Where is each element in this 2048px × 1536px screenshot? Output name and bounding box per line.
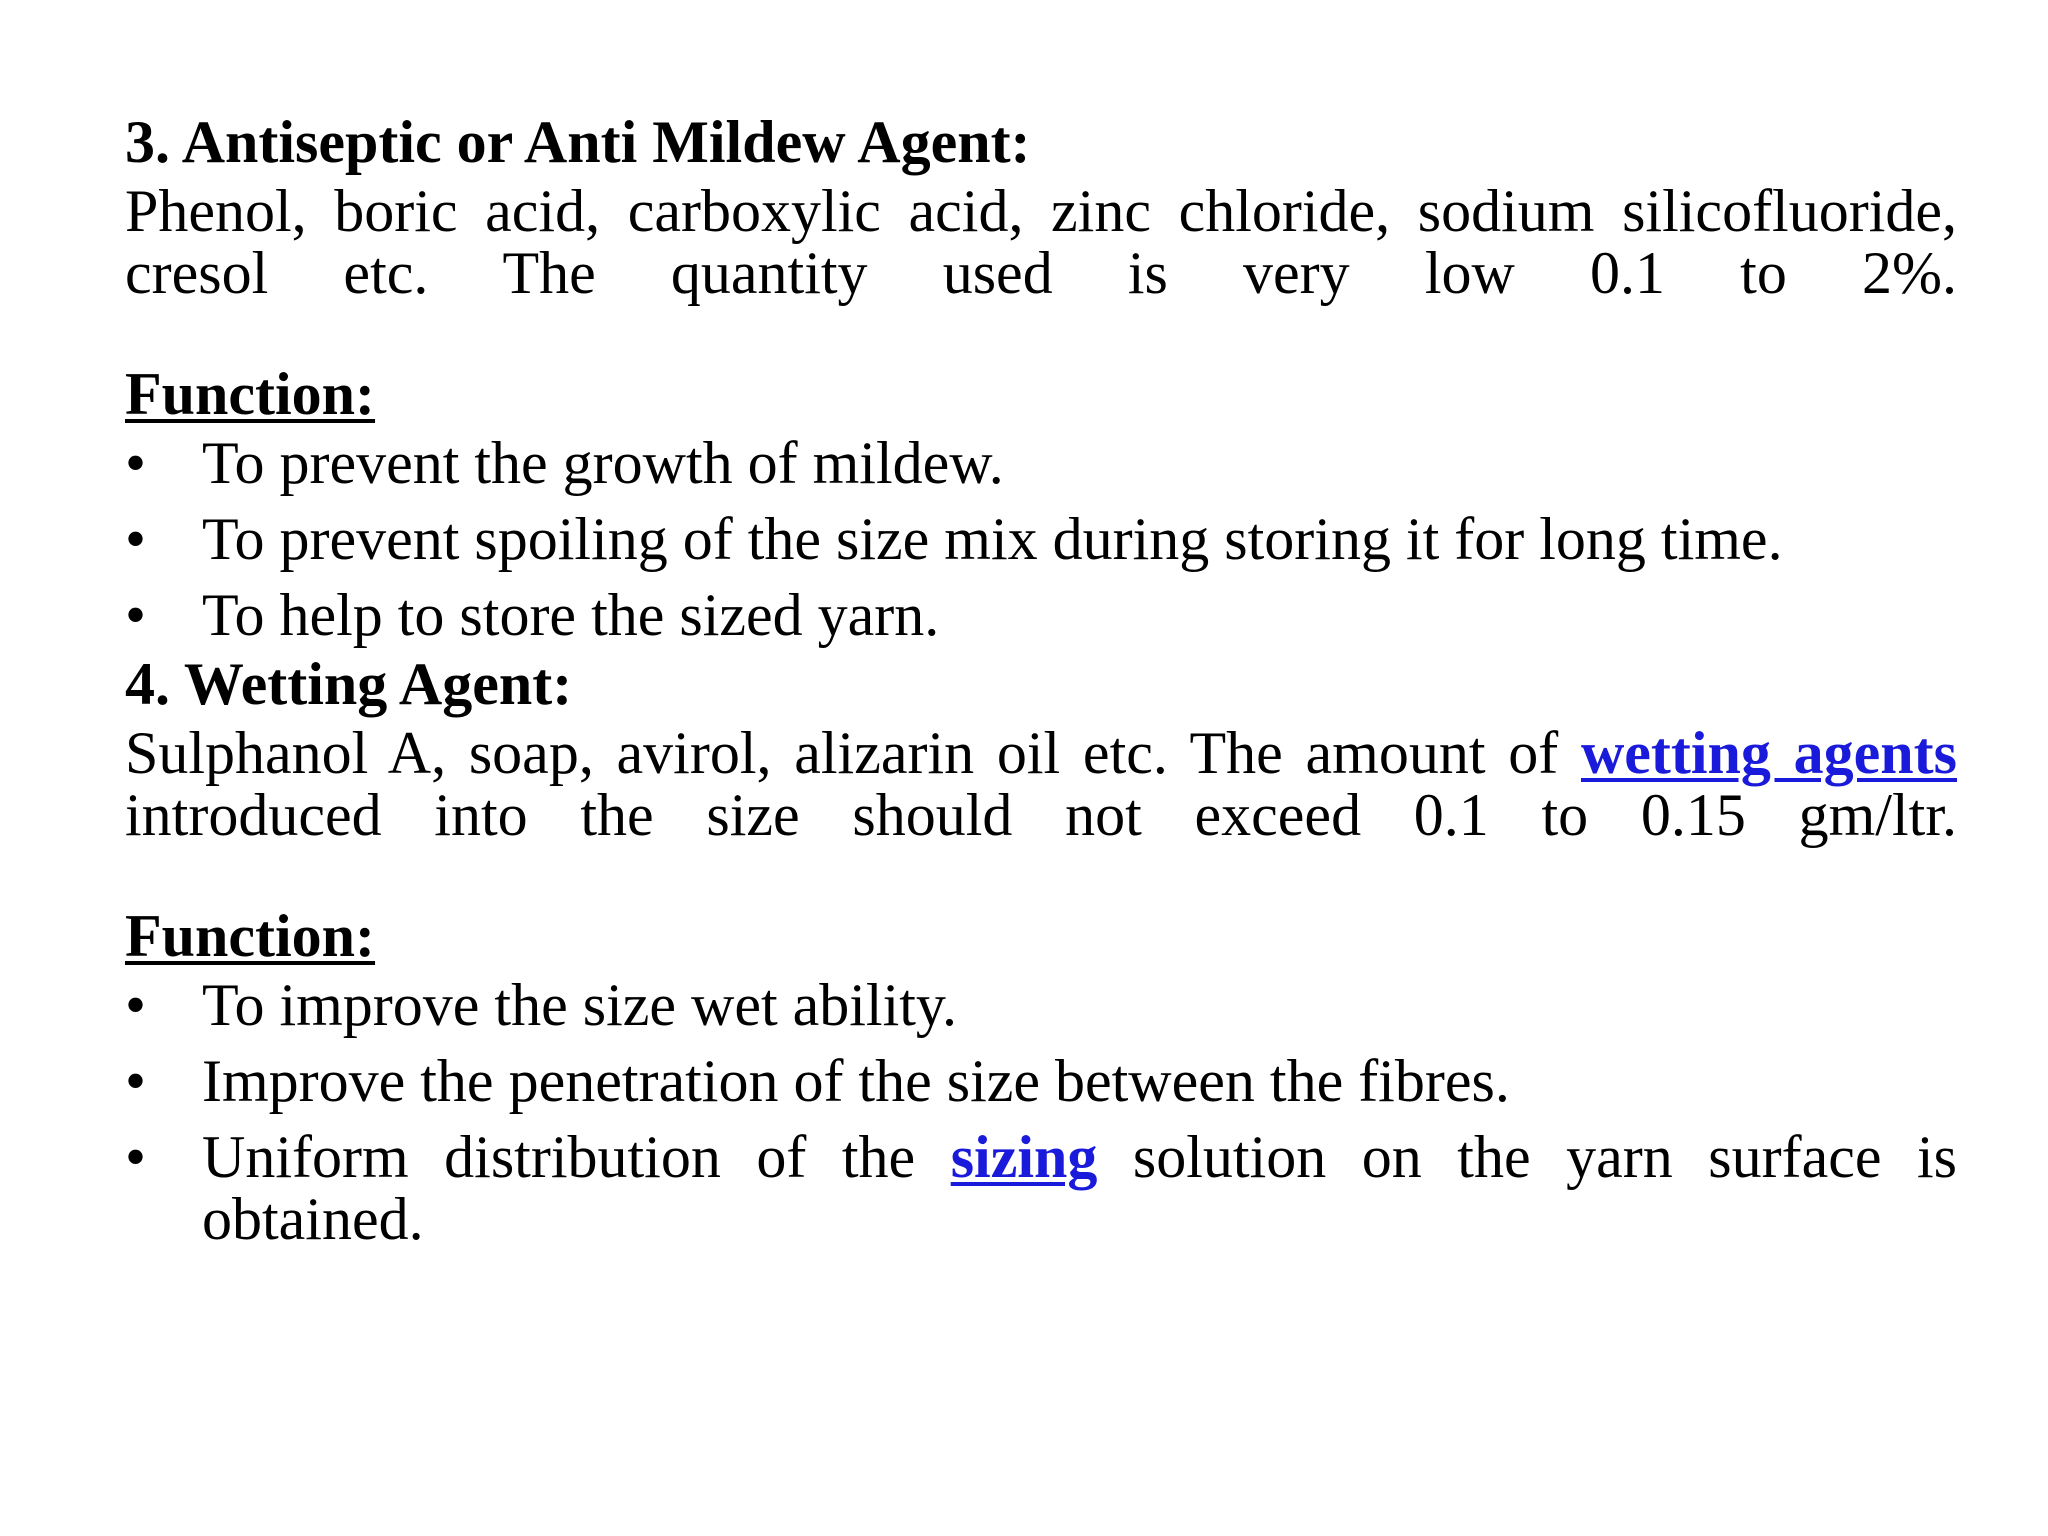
section4-paragraph xyxy=(125,722,1957,846)
section4-heading: 4. Wetting Agent: xyxy=(125,651,573,717)
list-item-text: Improve the penetration of the size between the fibres. xyxy=(202,1048,1510,1114)
bullet-icon: • xyxy=(125,972,147,1038)
section4-function-heading: Function: xyxy=(125,903,376,969)
list-item xyxy=(125,1126,1957,1250)
sizing-link[interactable]: sizing xyxy=(950,1124,1098,1190)
list-item xyxy=(125,1050,1957,1112)
section3-function-list xyxy=(125,432,1957,646)
list-item-text: To improve the size wet ability. xyxy=(202,972,958,1038)
list-item-text-start: Uniform distribution of the xyxy=(202,1124,951,1190)
list-item-text: To prevent the growth of mildew. xyxy=(202,430,1004,496)
bullet-icon: • xyxy=(125,1124,147,1190)
section4-function-list xyxy=(125,974,1957,1250)
list-item xyxy=(125,584,1957,646)
section3-paragraph: Phenol, boric acid, carboxylic acid, zinc chloride, sodium silicofluoride, cresol etc. The quantity used is very low 0.1 to 2%. xyxy=(125,178,1957,306)
bullet-icon: • xyxy=(125,1048,147,1114)
bullet-icon: • xyxy=(125,506,147,572)
slide-content xyxy=(125,104,1957,1264)
list-item xyxy=(125,508,1957,570)
list-item-text: To help to store the sized yarn. xyxy=(202,582,940,648)
list-item-text xyxy=(202,1126,1957,1250)
bullet-icon: • xyxy=(125,582,147,648)
spacer xyxy=(125,304,1957,356)
section4-paragraph-text-end: introduced into the size should not exceed 0.1 to 0.15 gm/ltr. xyxy=(125,782,1957,848)
section3-function-heading: Function: xyxy=(125,361,376,427)
spacer xyxy=(125,846,1957,898)
list-item-text-end: solution on the yarn surface is obtained. xyxy=(202,1124,1958,1252)
list-item xyxy=(125,432,1957,494)
list-item xyxy=(125,974,1957,1036)
list-item-text: To prevent spoiling of the size mix during storing it for long time. xyxy=(202,506,1783,572)
section3-heading: 3. Antiseptic or Anti Mildew Agent: xyxy=(125,109,1031,175)
bullet-icon: • xyxy=(125,430,147,496)
wetting-agents-link[interactable]: wetting agents xyxy=(1580,720,1957,786)
section4-paragraph-text-start: Sulphanol A, soap, avirol, alizarin oil etc. The amount of xyxy=(125,720,1581,786)
